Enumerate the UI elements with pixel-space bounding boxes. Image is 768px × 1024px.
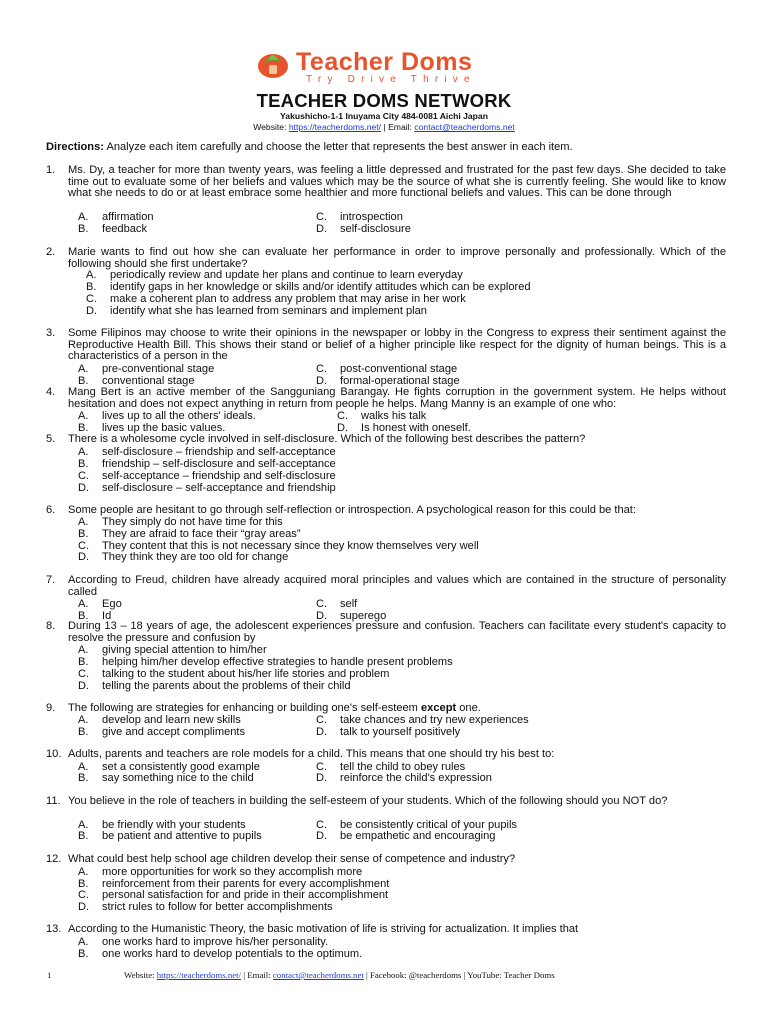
option-a: A. periodically review and update her plans and continue to learn everyday [86,269,463,281]
question-9 [46,703,726,715]
option-b: B. helping him/her develop effective strategies to handle present problems [78,656,453,668]
email-label: | Email: [383,122,412,132]
question-stem: Mang Bert is an active member of the Sangguniang Barangay. He fights corruption in the government system. He helps without hesitation and does not expect anything in return from people he helps. Mang Manny is an example of one who: [68,386,726,410]
option-a: A. develop and learn new skills [78,714,241,726]
option-d: D. formal-operational stage [316,375,460,387]
question-number: 11. [46,795,61,807]
question-stem: According to the Humanistic Theory, the basic motivation of life is striving for actualization. It implies that [68,923,579,935]
option-a: A. affirmation [78,211,154,223]
question-number: 4. [46,386,56,398]
option-d: D. Is honest with oneself. [337,422,471,434]
option-d: D. reinforce the child's expression [316,772,492,784]
email-link[interactable]: contact@teacherdoms.net [414,122,515,132]
page-number: 1 [47,970,52,980]
question-10 [46,749,726,761]
question-number: 8. [46,620,56,632]
question-number: 1. [46,164,56,176]
question-number: 13. [46,923,62,935]
option-b: B. friendship – self-disclosure and self-acceptance [78,458,336,470]
option-c: C. They content that this is not necessary since they know themselves very well [78,540,479,552]
question-4 [46,387,726,410]
brand-tagline: Try Drive Thrive [306,74,476,85]
question-8 [46,621,726,644]
question-stem: Some people are hesitant to go through self-reflection or introspection. A psychological reason for this could be that: [68,504,636,516]
question-11 [46,796,726,808]
option-d: D. superego [316,610,387,622]
option-b: B. conventional stage [78,375,195,387]
option-b: B. one works hard to develop potentials to the optimum. [78,948,363,960]
option-a: A. pre-conventional stage [78,363,215,375]
directions [46,141,573,153]
option-d: D. self-disclosure [316,223,411,235]
option-b: B. give and accept compliments [78,726,246,738]
option-a: A. giving special attention to him/her [78,644,267,656]
option-c: C. talking to the student about his/her life stories and problem [78,668,390,680]
option-b: B. lives up the basic values. [78,422,226,434]
question-stem: According to Freud, children have already acquired moral principles and values which are contained in the structure of personality called [68,574,726,598]
option-c: C. make a coherent plan to address any problem that may arise in her work [86,293,466,305]
question-number: 10. [46,748,62,760]
footer-contact: Website: https://teacherdoms.net/ | Email: contact@teacherdoms.net | Facebook: @teacherdoms | YouTube: Teacher Doms [124,970,555,980]
option-b: B. They are afraid to face their “gray areas” [78,528,301,540]
footer-email-link[interactable]: contact@teacherdoms.net [272,970,364,980]
option-d: D. be empathetic and encouraging [316,830,496,842]
option-d: D. talk to yourself positively [316,726,461,738]
option-d: D. identify what she has learned from seminars and implement plan [86,305,427,317]
footer-website-link[interactable]: https://teacherdoms.net/ [156,970,242,980]
question-2 [46,247,726,270]
option-d: D. strict rules to follow for better accomplishments [78,901,333,913]
question-number: 6. [46,504,56,516]
question-12 [46,854,726,866]
option-b: B. Id [78,610,112,622]
question-number: 12. [46,853,62,865]
question-13 [46,924,726,936]
option-d: D. They think they are too old for change [78,551,289,563]
question-stem: There is a wholesome cycle involved in self-disclosure. Which of the following best describes the pattern? [68,433,586,445]
option-c: C. self-acceptance – friendship and self-disclosure [78,470,336,482]
option-c: C. self [316,598,358,610]
question-number: 2. [46,246,56,258]
question-stem: You believe in the role of teachers in building the self-esteem of your students. Which of the following should you NOT do? [68,795,668,807]
option-c: C. personal satisfaction for and pride in their accomplishment [78,889,389,901]
question-stem: Some Filipinos may choose to write their opinions in the newspaper or lobby in the Congress to express their sentiment against the Reproductive Health Bill. This shows their stand or belief of a higher principle like respect for the dignity of human beings. This is a characteristics of a person in the [68,327,726,363]
question-stem: Ms. Dy, a teacher for more than twenty years, was feeling a little depressed and frustrated for the past few days. She decided to take time out to evaluate some of her beliefs and values which may be the source of what she is currently feeling. She would like to know what she needs to do or at least embrace some healthier and more functional beliefs and values. This can be done through [68,164,726,200]
option-d: D. self-disclosure – self-acceptance and friendship [78,482,336,494]
question-stem: Adults, parents and teachers are role models for a child. This means that one should try his best to: [68,748,555,760]
option-a: A. set a consistently good example [78,761,260,773]
organization-address: Yakushicho-1-1 Inuyama City 484-0081 Aichi Japan [280,111,488,121]
option-a: A. one works hard to improve his/her personality. [78,936,329,948]
directions-text: Analyze each item carefully and choose the letter that represents the best answer in each item. [106,141,573,153]
option-b: B. feedback [78,223,148,235]
emphasis-except: except [421,702,457,714]
option-c: C. tell the child to obey rules [316,761,466,773]
question-stem: The following are strategies for enhancing or building one's self-esteem except one. [68,702,481,714]
option-c: C. post-conventional stage [316,363,458,375]
option-b: B. identify gaps in her knowledge or skills and/or identify attitudes which can be explored [86,281,531,293]
question-number: 5. [46,433,56,445]
question-5 [46,434,726,446]
option-b: B. reinforcement from their parents for every accomplishment [78,878,390,890]
question-6 [46,505,726,517]
question-7 [46,575,726,598]
question-number: 3. [46,327,56,339]
option-c: C. take chances and try new experiences [316,714,529,726]
option-a: A. self-disclosure – friendship and self-acceptance [78,446,336,458]
option-a: A. lives up to all the others' ideals. [78,410,256,422]
question-stem: During 13 – 18 years of age, the adolescent experiences pressure and confusion. Teachers can facilitate every student's capacity to resolve the pressure and confusion by [68,620,726,644]
brand-name: Teacher Doms [296,48,473,76]
option-d: D. telling the parents about the problems of their child [78,680,351,692]
option-a: A. They simply do not have time for this [78,516,283,528]
question-stem: Marie wants to find out how she can evaluate her performance in order to improve personally and professionally. Which of the following should she first undertake? [68,246,726,270]
logo-icon [256,50,290,80]
question-1 [46,165,726,200]
contact-line [0,122,768,132]
question-stem: What could best help school age children develop their sense of competence and industry? [68,853,516,865]
option-b: B. say something nice to the child [78,772,254,784]
option-a: A. be friendly with your students [78,819,246,831]
option-b: B. be patient and attentive to pupils [78,830,262,842]
teacher-doms-logo [256,50,496,84]
option-c: C. introspection [316,211,403,223]
option-c: C. be consistently critical of your pupils [316,819,517,831]
question-number: 7. [46,574,56,586]
website-link[interactable]: https://teacherdoms.net/ [288,122,382,132]
website-label: Website: [253,122,287,132]
question-3 [46,328,726,363]
option-c: C. walks his talk [337,410,427,422]
organization-title: TEACHER DOMS NETWORK [256,90,512,111]
option-a: A. more opportunities for work so they accomplish more [78,866,363,878]
footer-social: | Facebook: @teacherdoms | YouTube: Teacher Doms [366,970,555,980]
option-a: A. Ego [78,598,122,610]
directions-label: Directions: [46,141,104,153]
question-number: 9. [46,702,56,714]
